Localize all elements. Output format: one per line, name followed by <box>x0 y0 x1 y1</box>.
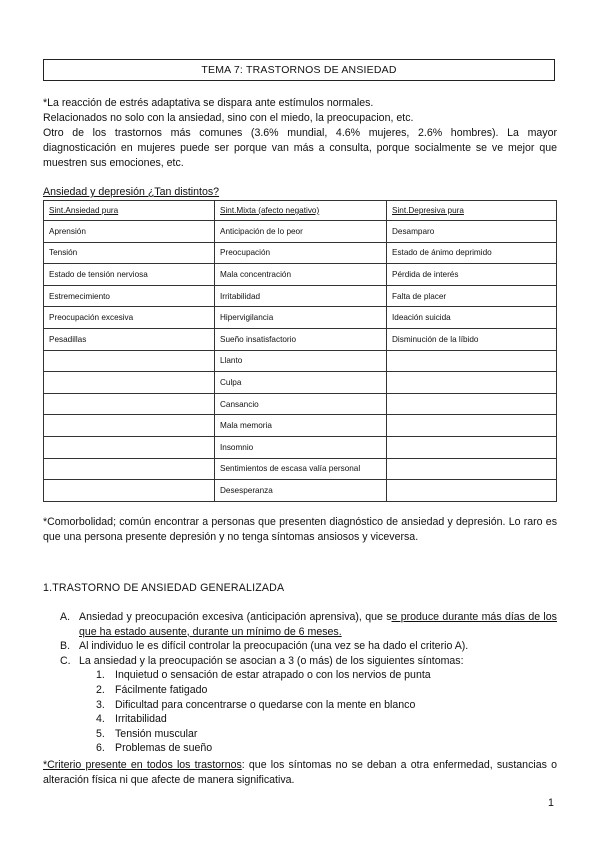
table-cell: Anticipación de lo peor <box>215 221 387 243</box>
table-cell <box>387 480 557 502</box>
table-cell: Hipervigilancia <box>215 307 387 329</box>
symptoms-table <box>43 200 557 502</box>
table-row <box>44 480 557 502</box>
symptom-text: Problemas de sueño <box>115 742 213 755</box>
table-cell: Estremecimiento <box>44 285 215 307</box>
table-cell: Mala memoria <box>215 415 387 437</box>
table-row <box>44 264 557 286</box>
final-note-rest: : que los síntomas no se deban a otra enfermedad, sustancias o alteración física ni que afecte de manera significativa. <box>43 759 557 786</box>
table-cell: Irritabilidad <box>215 285 387 307</box>
symptom-item <box>60 741 557 756</box>
symptom-item <box>60 683 557 698</box>
table-cell: Estado de ánimo deprimido <box>387 242 557 264</box>
table-row <box>44 372 557 394</box>
section-title: 1.TRASTORNO DE ANSIEDAD GENERALIZADA <box>43 582 285 594</box>
table-cell: Sueño insatisfactorio <box>215 328 387 350</box>
symptom-number: 4. <box>96 713 105 726</box>
table-cell <box>44 480 215 502</box>
symptom-number: 1. <box>96 669 105 682</box>
header-anxiety: Sint.Ansiedad pura <box>44 201 215 221</box>
criterion-b-label: B. <box>60 640 71 653</box>
symptom-item <box>60 727 557 742</box>
symptom-number: 5. <box>96 727 105 740</box>
comorbidity-note: *Comorbolidad; común encontrar a personas que presenten diagnóstico de ansiedad y depresión. Lo raro es que una persona presente depresión y no tenga síntomas ansiosos y viceversa. <box>43 516 557 543</box>
symptom-number: 6. <box>96 742 105 755</box>
intro-line-2: Relacionados no solo con la ansiedad, sino con el miedo, la preocupacion, etc. <box>43 112 414 124</box>
table-cell <box>387 372 557 394</box>
table-cell <box>387 393 557 415</box>
table-row <box>44 221 557 243</box>
symptom-number: 3. <box>96 698 105 711</box>
symptom-sublist <box>60 668 557 756</box>
table-row <box>44 393 557 415</box>
table-heading: Ansiedad y depresión ¿Tan distintos? <box>43 186 220 198</box>
symptom-text: Tensión muscular <box>115 727 198 740</box>
criterion-a-underlined: e produce durante más días de los que ha estado ausente, durante un mínimo de 6 meses. <box>79 611 557 638</box>
table-row <box>44 436 557 458</box>
table-cell: Pérdida de interés <box>387 264 557 286</box>
intro-line-1: *La reacción de estrés adaptativa se dispara ante estímulos normales. <box>43 97 374 109</box>
criterion-b <box>60 639 557 654</box>
table-row <box>44 242 557 264</box>
intro-paragraphs <box>43 96 557 171</box>
table-cell <box>44 436 215 458</box>
table-cell <box>44 393 215 415</box>
table-cell: Culpa <box>215 372 387 394</box>
table-cell: Mala concentración <box>215 264 387 286</box>
table-cell: Estado de tensión nerviosa <box>44 264 215 286</box>
final-note <box>43 758 557 788</box>
criterion-a-text: Ansiedad y preocupación excesiva (anticipación aprensiva), que s <box>79 611 392 623</box>
table-cell: Desesperanza <box>215 480 387 502</box>
table-cell <box>44 350 215 372</box>
criterion-c-label: C. <box>60 654 71 667</box>
final-note-underlined: *Criterio presente en todos los trastornos <box>43 759 242 771</box>
symptom-text: Inquietud o sensación de estar atrapado o con los nervios de punta <box>115 669 431 682</box>
table-cell: Tensión <box>44 242 215 264</box>
table-row <box>44 307 557 329</box>
table-cell <box>387 458 557 480</box>
table-cell: Sentimientos de escasa valía personal <box>215 458 387 480</box>
symptom-text: Fácilmente fatigado <box>115 683 208 696</box>
intro-line-3: Otro de los trastornos más comunes (3.6% mundial, 4.6% mujeres, 2.6% hombres). La mayor diagnosticación en mujeres puede ser porque van más a consulta, porque socialmente se ve mejor que muestren sus emociones, etc. <box>43 127 557 169</box>
page-number: 1 <box>548 797 554 809</box>
table-cell: Desamparo <box>387 221 557 243</box>
symptom-text: Irritabilidad <box>115 713 167 726</box>
criterion-c-text: La ansiedad y la preocupación se asocian a 3 (o más) de los siguientes síntomas: <box>79 654 464 667</box>
table-cell: Ideación suicida <box>387 307 557 329</box>
table-row <box>44 458 557 480</box>
table-row <box>44 415 557 437</box>
symptom-text: Dificultad para concentrarse o quedarse con la mente en blanco <box>115 698 416 711</box>
table-header-row <box>44 201 557 221</box>
table-cell: Disminución de la líbido <box>387 328 557 350</box>
table-cell <box>387 436 557 458</box>
table-cell <box>387 415 557 437</box>
table-row <box>44 328 557 350</box>
symptom-item <box>60 712 557 727</box>
table-cell: Insomnio <box>215 436 387 458</box>
document-title: TEMA 7: TRASTORNOS DE ANSIEDAD <box>43 59 555 81</box>
table-cell <box>44 372 215 394</box>
symptom-item <box>60 698 557 713</box>
criteria-list <box>60 610 557 756</box>
header-mixed: Sint.Mixta (afecto negativo) <box>215 201 387 221</box>
table-cell <box>387 350 557 372</box>
table-cell: Preocupación <box>215 242 387 264</box>
criterion-c <box>60 654 557 669</box>
table-row <box>44 350 557 372</box>
table-cell: Preocupación excesiva <box>44 307 215 329</box>
table-body <box>44 221 557 502</box>
header-depressive: Sint.Depresiva pura <box>387 201 557 221</box>
criterion-a <box>60 610 557 639</box>
table-cell: Pesadillas <box>44 328 215 350</box>
table-cell: Falta de placer <box>387 285 557 307</box>
table-cell: Llanto <box>215 350 387 372</box>
criterion-a-label: A. <box>60 611 71 623</box>
table-cell: Cansancio <box>215 393 387 415</box>
table-cell: Aprensión <box>44 221 215 243</box>
table-cell <box>44 415 215 437</box>
table-cell <box>44 458 215 480</box>
symptom-number: 2. <box>96 683 105 696</box>
criterion-b-text: Al individuo le es difícil controlar la preocupación (una vez se ha dado el criterio A). <box>79 640 469 653</box>
symptom-item <box>60 668 557 683</box>
table-row <box>44 285 557 307</box>
